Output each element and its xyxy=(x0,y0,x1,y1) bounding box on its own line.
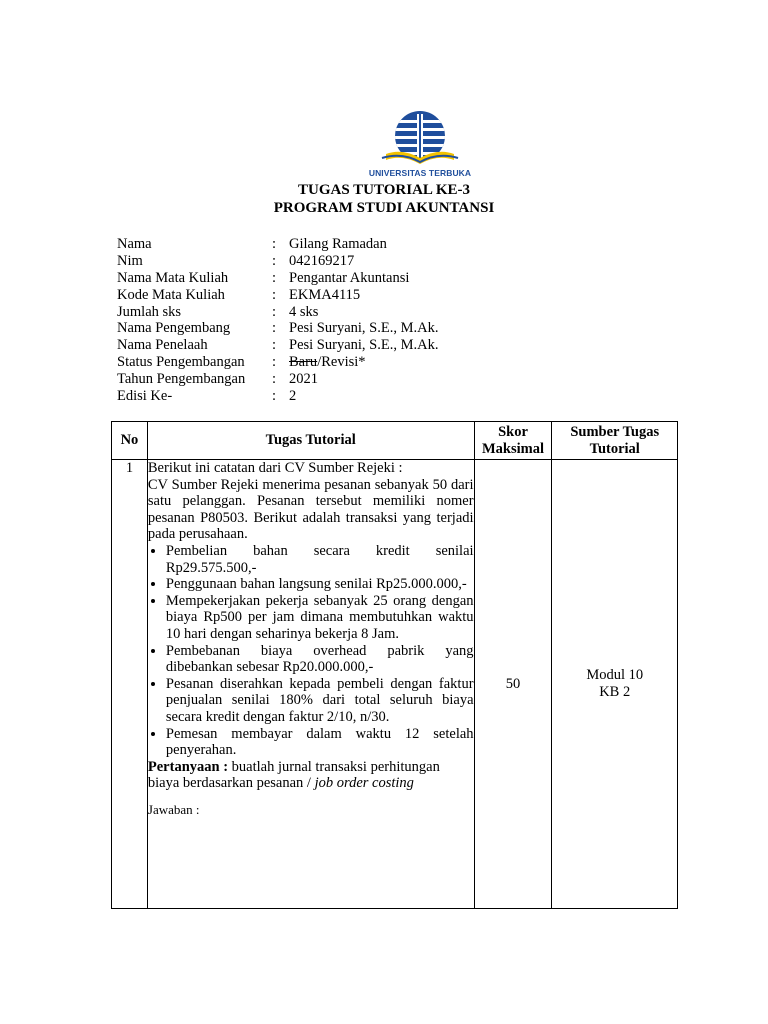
info-label: Nama Penelaah xyxy=(117,337,208,354)
logo-text: UNIVERSITAS TERBUKA xyxy=(368,168,472,178)
info-colon: : xyxy=(272,236,277,252)
info-colon: : xyxy=(272,252,277,269)
info-row-year xyxy=(117,371,438,388)
list-item: • Pembelian bahan secara kredit senilai Rp29.575.500,- xyxy=(166,543,474,576)
info-label: Status Pengembangan xyxy=(117,354,245,371)
table-header-row xyxy=(112,422,678,460)
info-colon: : xyxy=(272,337,277,354)
info-row-course-name xyxy=(117,270,438,287)
info-colon: : xyxy=(272,269,277,286)
header-score: Skor Maksimal xyxy=(474,422,552,460)
task-question xyxy=(148,759,474,792)
info-colon: : xyxy=(272,303,277,320)
list-item: • Mempekerjakan pekerja sebanyak 25 orang dengan biaya Rp500 per jam dimana membutuhkan waktu 10 hari dengan seharinya bekerja 8 Jam. xyxy=(166,593,474,643)
info-value: 4 sks xyxy=(289,303,319,320)
info-row-course-code xyxy=(117,287,438,304)
info-label: Tahun Pengembangan xyxy=(117,371,246,388)
task-cell xyxy=(147,460,474,909)
source-line-2: KB 2 xyxy=(599,684,631,700)
status-struck-text: Baru xyxy=(289,354,318,371)
university-emblem-icon xyxy=(362,110,478,168)
info-colon: : xyxy=(272,320,277,337)
info-value: Pengantar Akuntansi xyxy=(289,269,410,286)
header-source: Sumber Tugas Tutorial xyxy=(552,422,678,460)
info-label: Nama Pengembang xyxy=(117,320,231,337)
question-label: Pertanyaan : xyxy=(147,758,229,775)
status-text: /Revisi* xyxy=(317,354,366,371)
info-row-status xyxy=(117,354,438,371)
info-row-credits xyxy=(117,304,438,321)
info-colon: : xyxy=(272,371,277,388)
university-logo xyxy=(362,110,478,180)
source-cell xyxy=(552,460,678,909)
task-table xyxy=(111,421,678,909)
student-info xyxy=(117,236,438,405)
info-colon: : xyxy=(272,388,277,405)
info-value xyxy=(289,354,366,371)
score-cell: 50 xyxy=(474,460,552,909)
info-row-edition xyxy=(117,388,438,405)
info-value: 042169217 xyxy=(289,252,355,269)
info-value: 2021 xyxy=(289,371,318,388)
info-label: Nim xyxy=(117,252,143,269)
info-label: Nama Mata Kuliah xyxy=(117,269,229,286)
document-title: TUGAS TUTORIAL KE-3 xyxy=(298,182,470,198)
info-label: Kode Mata Kuliah xyxy=(117,286,225,303)
table-row xyxy=(112,460,678,909)
info-value: Pesi Suryani, S.E., M.Ak. xyxy=(289,337,439,354)
info-row-nim xyxy=(117,253,438,270)
info-row-reviewer xyxy=(117,337,438,354)
info-colon: : xyxy=(272,286,277,303)
header-no: No xyxy=(112,422,148,460)
question-text: buatlah jurnal transaksi perhitungan biaya berdasarkan pesanan / xyxy=(147,758,440,792)
info-value: 2 xyxy=(289,388,297,405)
task-intro-2: CV Sumber Rejeki menerima pesanan sebanyak 50 dari satu pelanggan. Pesanan tersebut memiliki nomer pesanan P80503. Berikut adalah transaksi yang terjadi pada perusahaan. xyxy=(147,476,474,543)
info-label: Nama xyxy=(117,236,152,252)
list-item: • Penggunaan bahan langsung senilai Rp25.000.000,- xyxy=(166,576,474,593)
task-intro-1: Berikut ini catatan dari CV Sumber Rejeki : xyxy=(147,460,403,476)
question-italic: job order costing xyxy=(314,775,414,792)
source-line-1: Modul 10 xyxy=(586,667,644,683)
info-label: Edisi Ke- xyxy=(117,388,173,405)
info-value: EKMA4115 xyxy=(289,286,361,303)
info-label: Jumlah sks xyxy=(117,303,182,320)
transaction-list xyxy=(148,543,474,759)
list-item: • Pesanan diserahkan kepada pembeli dengan faktur penjualan senilai 180% dari total seluruh biaya secara kredit dengan faktur 2/10, n/30. xyxy=(166,676,474,726)
row-number: 1 xyxy=(112,460,148,909)
list-item: • Pembebanan biaya overhead pabrik yang dibebankan sebesar Rp20.000.000,- xyxy=(166,643,474,676)
info-colon: : xyxy=(272,354,277,371)
info-row-developer xyxy=(117,320,438,337)
answer-label: Jawaban : xyxy=(147,801,200,817)
list-item: • Pemesan membayar dalam waktu 12 setelah penyerahan. xyxy=(166,726,474,759)
header-task: Tugas Tutorial xyxy=(147,422,474,460)
info-value: Pesi Suryani, S.E., M.Ak. xyxy=(289,320,439,337)
document-subtitle: PROGRAM STUDI AKUNTANSI xyxy=(273,200,495,216)
info-row-name xyxy=(117,236,438,253)
info-value: Gilang Ramadan xyxy=(289,236,387,252)
